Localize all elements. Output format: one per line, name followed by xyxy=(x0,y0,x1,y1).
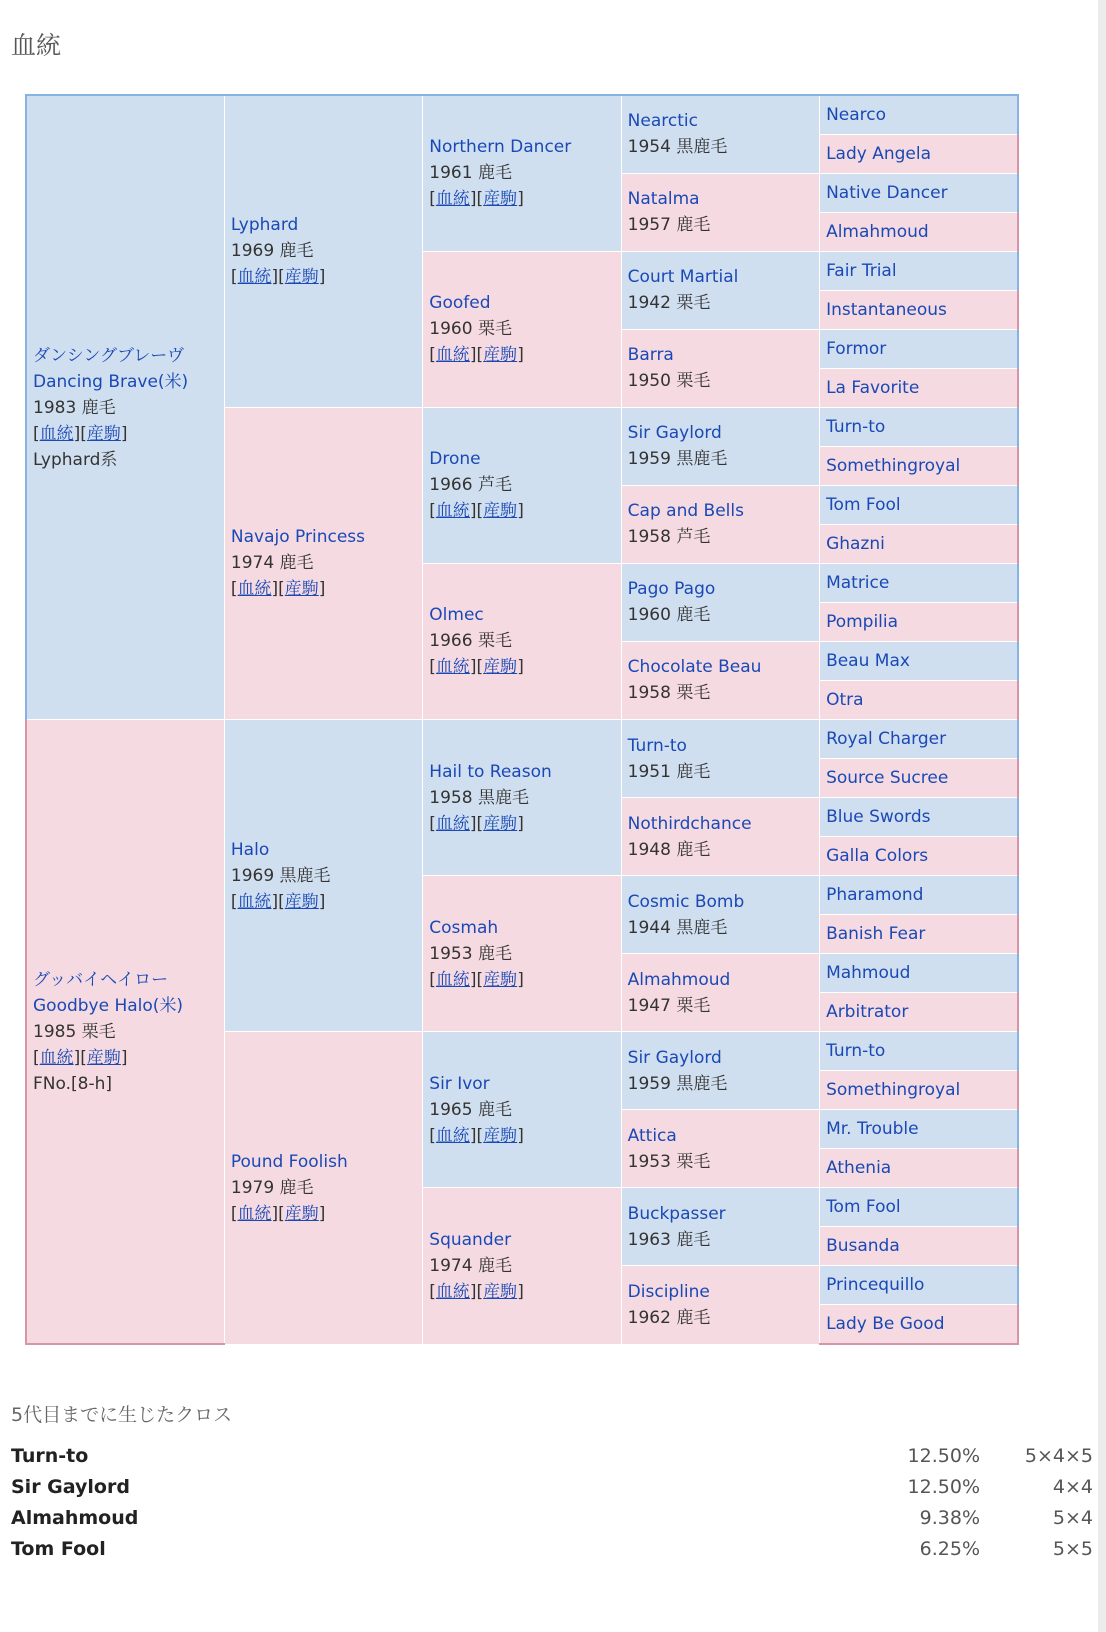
horse-name-link[interactable]: Turn-to xyxy=(826,416,886,437)
horse-name-link[interactable]: Instantaneous xyxy=(826,299,947,320)
horse-name-link[interactable]: Barra xyxy=(627,345,674,366)
offspring-link[interactable]: 産駒 xyxy=(483,345,518,366)
horse-name-link[interactable]: Galla Colors xyxy=(826,846,929,867)
horse-name-link[interactable]: Cosmah xyxy=(429,917,499,938)
ancestor-cell-gen5 xyxy=(820,680,1018,719)
offspring-link[interactable]: 産駒 xyxy=(483,501,518,522)
horse-name-link[interactable]: Nearctic xyxy=(627,111,698,132)
pedigree-link[interactable]: 血統 xyxy=(237,891,272,912)
birth-year-color: 1959 黒鹿毛 xyxy=(627,449,728,470)
ancestor-cell-gen4 xyxy=(621,954,819,1032)
birth-year-color: 1969 鹿毛 xyxy=(230,241,314,262)
ancestor-cell-gen5 xyxy=(820,720,1018,759)
ancestor-cell-gen2 xyxy=(224,720,422,1032)
offspring-link[interactable]: 産駒 xyxy=(483,813,518,834)
birth-year-color: 1953 栗毛 xyxy=(627,1151,711,1172)
pedigree-link[interactable]: 血統 xyxy=(435,657,470,678)
ancestor-cell-gen3 xyxy=(423,1032,621,1188)
ancestor-cell-gen5 xyxy=(820,173,1018,212)
ancestor-cell-gen5 xyxy=(820,95,1018,134)
ancestor-cell-gen2 xyxy=(224,95,422,407)
cross-horse-name: Sir Gaylord xyxy=(11,1476,130,1498)
offspring-link[interactable]: 産駒 xyxy=(284,891,319,912)
horse-name-link[interactable]: Nothirdchance xyxy=(627,813,752,834)
cross-generations: 5×4 xyxy=(1052,1507,1093,1529)
birth-year-color: 1953 鹿毛 xyxy=(429,943,512,964)
cross-row xyxy=(11,1472,1093,1503)
offspring-link[interactable]: 産駒 xyxy=(483,189,518,210)
cross-row xyxy=(11,1503,1093,1534)
birth-year-color: 1957 鹿毛 xyxy=(627,215,711,236)
horse-name-link[interactable]: Fair Trial xyxy=(826,260,897,281)
ancestor-cell-gen5 xyxy=(820,1032,1018,1071)
horse-name-link[interactable]: Somethingroyal xyxy=(826,1080,961,1101)
horse-name-link[interactable]: グッバイヘイロー xyxy=(33,969,169,990)
ancestor-cell-gen5 xyxy=(820,602,1018,641)
ancestor-cell-gen2 xyxy=(224,407,422,719)
birth-year-color: 1961 鹿毛 xyxy=(429,163,512,184)
birth-year-color: 1954 黒鹿毛 xyxy=(627,137,728,158)
ancestor-cell-gen5 xyxy=(820,446,1018,485)
cross-generations: 5×5 xyxy=(1052,1538,1093,1560)
horse-name-link[interactable]: Turn-to xyxy=(627,735,687,756)
birth-year-color: 1965 鹿毛 xyxy=(429,1099,512,1120)
pedigree-link[interactable]: 血統 xyxy=(435,189,470,210)
ancestor-cell-gen4 xyxy=(621,1188,819,1266)
horse-name-link[interactable]: ダンシングブレーヴ xyxy=(33,345,185,366)
horse-name-link[interactable]: Pound Foolish xyxy=(230,1151,348,1172)
birth-year-color: 1969 黒鹿毛 xyxy=(230,865,331,886)
offspring-link[interactable]: 産駒 xyxy=(284,1203,319,1224)
horse-name-link[interactable]: Tom Fool xyxy=(826,494,901,515)
ancestor-cell-gen5 xyxy=(820,368,1018,407)
horse-name-link[interactable]: Sir Gaylord xyxy=(627,1047,722,1068)
horse-name-link[interactable]: Attica xyxy=(627,1125,677,1146)
pedigree-link[interactable]: 血統 xyxy=(435,813,470,834)
cross-percentage: 12.50% xyxy=(907,1445,980,1467)
birth-year-color: 1962 鹿毛 xyxy=(627,1307,711,1328)
cross-row xyxy=(11,1441,1093,1472)
lineage-note: Lyphard系 xyxy=(33,449,118,470)
pedigree-links: [血統][産駒] xyxy=(230,579,326,600)
ancestor-cell-gen5 xyxy=(820,134,1018,173)
ancestor-cell-gen5 xyxy=(820,993,1018,1032)
ancestor-cell-gen4 xyxy=(621,1032,819,1110)
horse-name-link[interactable]: Ghazni xyxy=(826,533,885,554)
horse-name-link[interactable]: Princequillo xyxy=(826,1275,925,1296)
ancestor-cell-gen5 xyxy=(820,759,1018,798)
horse-name-link[interactable]: Turn-to xyxy=(826,1041,886,1062)
horse-name-link[interactable]: Mahmoud xyxy=(826,963,911,984)
horse-name-link[interactable]: Olmec xyxy=(429,605,484,626)
ancestor-cell-gen4 xyxy=(621,173,819,251)
ancestor-cell-gen3 xyxy=(423,876,621,1032)
ancestor-cell-gen4 xyxy=(621,251,819,329)
ancestor-cell-gen5 xyxy=(820,1110,1018,1149)
cross-list xyxy=(11,1441,1093,1565)
pedigree-links: [血統][産駒] xyxy=(429,1281,524,1302)
horse-name-link[interactable]: Almahmoud xyxy=(826,221,929,242)
ancestor-cell-gen5 xyxy=(820,251,1018,290)
ancestor-cell-gen5 xyxy=(820,1227,1018,1266)
horse-name-link[interactable]: Halo xyxy=(230,839,270,860)
birth-year-color: 1974 鹿毛 xyxy=(230,553,314,574)
ancestor-cell-gen4 xyxy=(621,329,819,407)
pedigree-links: [血統][産駒] xyxy=(230,891,326,912)
ancestor-cell-gen3 xyxy=(423,563,621,719)
pedigree-link[interactable]: 血統 xyxy=(237,267,272,288)
cross-percentage: 6.25% xyxy=(919,1538,980,1560)
offspring-link[interactable]: 産駒 xyxy=(284,267,319,288)
pedigree-links: [血統][産駒] xyxy=(429,345,524,366)
ancestor-cell-gen4 xyxy=(621,407,819,485)
ancestor-cell-gen4 xyxy=(621,95,819,173)
pedigree-links: [血統][産駒] xyxy=(429,657,524,678)
horse-name-link[interactable]: Court Martial xyxy=(627,267,739,288)
ancestor-cell-gen5 xyxy=(820,563,1018,602)
ancestor-cell-gen5 xyxy=(820,1266,1018,1305)
birth-year-color: 1947 栗毛 xyxy=(627,995,711,1016)
pedigree-row xyxy=(26,95,1018,134)
pedigree-row xyxy=(26,720,1018,759)
horse-name-link[interactable]: Hail to Reason xyxy=(429,761,552,782)
horse-name-link[interactable]: Royal Charger xyxy=(826,729,947,750)
ancestor-cell-gen4 xyxy=(621,798,819,876)
ancestor-cell-gen5 xyxy=(820,485,1018,524)
horse-name-link[interactable]: Pharamond xyxy=(826,885,924,906)
birth-year-color: 1960 鹿毛 xyxy=(627,605,711,626)
birth-year-color: 1966 芦毛 xyxy=(429,475,512,496)
ancestor-cell-gen5 xyxy=(820,329,1018,368)
horse-name-link[interactable]: Northern Dancer xyxy=(429,137,572,158)
page-title: 血統 xyxy=(11,31,62,60)
offspring-link[interactable]: 産駒 xyxy=(86,1047,121,1068)
pedigree-table xyxy=(25,94,1019,1345)
cross-horse-name: Tom Fool xyxy=(11,1538,106,1560)
pedigree-link[interactable]: 血統 xyxy=(237,1203,272,1224)
horse-name-link[interactable]: La Favorite xyxy=(826,377,920,398)
ancestor-cell-gen5 xyxy=(820,837,1018,876)
horse-alt-name-link[interactable]: Goodbye Halo(米) xyxy=(33,995,184,1016)
horse-name-link[interactable]: Athenia xyxy=(826,1158,892,1179)
pedigree-links: [血統][産駒] xyxy=(429,189,524,210)
birth-year-color: 1958 黒鹿毛 xyxy=(429,787,529,808)
ancestor-cell-gen4 xyxy=(621,876,819,954)
horse-name-link[interactable]: Native Dancer xyxy=(826,182,948,203)
ancestor-cell-gen5 xyxy=(820,1149,1018,1188)
horse-alt-name-link[interactable]: Dancing Brave(米) xyxy=(33,371,189,392)
birth-year-color: 1959 黒鹿毛 xyxy=(627,1073,728,1094)
ancestor-cell-gen5 xyxy=(820,798,1018,837)
pedigree-links: [血統][産駒] xyxy=(230,1203,326,1224)
ancestor-cell-gen4 xyxy=(621,485,819,563)
horse-name-link[interactable]: Cap and Bells xyxy=(627,501,744,522)
pedigree-link[interactable]: 血統 xyxy=(39,423,74,444)
cross-percentage: 12.50% xyxy=(907,1476,980,1498)
horse-name-link[interactable]: Somethingroyal xyxy=(826,455,961,476)
pedigree-links: [血統][産駒] xyxy=(33,1047,128,1068)
ancestor-cell-gen1 xyxy=(26,95,224,720)
horse-name-link[interactable]: Sir Ivor xyxy=(429,1073,490,1094)
horse-name-link[interactable]: Lady Be Good xyxy=(826,1314,945,1335)
ancestor-cell-gen5 xyxy=(820,290,1018,329)
offspring-link[interactable]: 産駒 xyxy=(483,969,518,990)
birth-year-color: 1963 鹿毛 xyxy=(627,1229,711,1250)
ancestor-cell-gen3 xyxy=(423,1188,621,1344)
ancestor-cell-gen3 xyxy=(423,95,621,251)
ancestor-cell-gen3 xyxy=(423,720,621,876)
horse-name-link[interactable]: Mr. Trouble xyxy=(826,1119,919,1140)
offspring-link[interactable]: 産駒 xyxy=(86,423,121,444)
horse-name-link[interactable]: Matrice xyxy=(826,572,890,593)
ancestor-cell-gen4 xyxy=(621,720,819,798)
cross-generations: 4×4 xyxy=(1052,1476,1093,1498)
ancestor-cell-gen3 xyxy=(423,407,621,563)
pedigree-links: [血統][産駒] xyxy=(429,813,524,834)
birth-year-color: 1958 芦毛 xyxy=(627,527,711,548)
ancestor-cell-gen4 xyxy=(621,1110,819,1188)
pedigree-link[interactable]: 血統 xyxy=(435,1281,470,1302)
horse-name-link[interactable]: Beau Max xyxy=(826,650,910,671)
horse-name-link[interactable]: Banish Fear xyxy=(826,924,926,945)
horse-name-link[interactable]: Pompilia xyxy=(826,611,899,632)
cross-percentage: 9.38% xyxy=(919,1507,980,1529)
birth-year-color: 1983 鹿毛 xyxy=(33,397,116,418)
pedigree-link[interactable]: 血統 xyxy=(435,1125,470,1146)
ancestor-cell-gen4 xyxy=(621,641,819,719)
horse-name-link[interactable]: Arbitrator xyxy=(826,1002,909,1023)
ancestor-cell-gen5 xyxy=(820,915,1018,954)
cross-generations: 5×4×5 xyxy=(1024,1445,1093,1467)
pedigree-links: [血統][産駒] xyxy=(429,501,524,522)
horse-name-link[interactable]: Nearco xyxy=(826,104,887,125)
ancestor-cell-gen5 xyxy=(820,641,1018,680)
horse-name-link[interactable]: Drone xyxy=(429,449,481,470)
birth-year-color: 1966 栗毛 xyxy=(429,631,512,652)
ancestor-cell-gen5 xyxy=(820,954,1018,993)
ancestor-cell-gen4 xyxy=(621,1266,819,1344)
pedigree-link[interactable]: 血統 xyxy=(435,969,470,990)
horse-name-link[interactable]: Pago Pago xyxy=(627,579,716,600)
horse-name-link[interactable]: Goofed xyxy=(429,293,491,314)
horse-name-link[interactable]: Sir Gaylord xyxy=(627,423,722,444)
birth-year-color: 1960 栗毛 xyxy=(429,319,512,340)
cross-horse-name: Almahmoud xyxy=(11,1507,139,1529)
birth-year-color: 1948 鹿毛 xyxy=(627,839,711,860)
ancestor-cell-gen4 xyxy=(621,563,819,641)
horse-name-link[interactable]: Lyphard xyxy=(230,215,299,236)
ancestor-cell-gen5 xyxy=(820,1188,1018,1227)
ancestor-cell-gen5 xyxy=(820,524,1018,563)
pedigree-link[interactable]: 血統 xyxy=(435,345,470,366)
birth-year-color: 1974 鹿毛 xyxy=(429,1255,512,1276)
pedigree-link[interactable]: 血統 xyxy=(237,579,272,600)
cross-section-title: 5代目までに生じたクロス xyxy=(11,1404,233,1426)
birth-year-color: 1985 栗毛 xyxy=(33,1021,116,1042)
horse-name-link[interactable]: Busanda xyxy=(826,1236,900,1257)
pedigree-link[interactable]: 血統 xyxy=(39,1047,74,1068)
horse-name-link[interactable]: Discipline xyxy=(627,1281,710,1302)
birth-year-color: 1942 栗毛 xyxy=(627,293,711,314)
ancestor-cell-gen1 xyxy=(26,720,224,1345)
horse-name-link[interactable]: Blue Swords xyxy=(826,807,931,828)
lineage-note: FNo.[8-h] xyxy=(33,1073,112,1094)
offspring-link[interactable]: 産駒 xyxy=(483,1281,518,1302)
ancestor-cell-gen5 xyxy=(820,876,1018,915)
horse-name-link[interactable]: Tom Fool xyxy=(826,1197,901,1218)
birth-year-color: 1951 鹿毛 xyxy=(627,761,711,782)
birth-year-color: 1944 黒鹿毛 xyxy=(627,917,728,938)
cross-row xyxy=(11,1534,1093,1565)
horse-name-link[interactable]: Lady Angela xyxy=(826,143,932,164)
horse-name-link[interactable]: Chocolate Beau xyxy=(627,657,762,678)
ancestor-cell-gen5 xyxy=(820,212,1018,251)
offspring-link[interactable]: 産駒 xyxy=(483,657,518,678)
horse-name-link[interactable]: Squander xyxy=(429,1229,512,1250)
ancestor-cell-gen3 xyxy=(423,251,621,407)
horse-name-link[interactable]: Otra xyxy=(826,689,864,710)
ancestor-cell-gen5 xyxy=(820,407,1018,446)
page-scrollbar[interactable] xyxy=(1098,0,1106,1632)
birth-year-color: 1958 栗毛 xyxy=(627,683,711,704)
horse-name-link[interactable]: Almahmoud xyxy=(627,969,731,990)
birth-year-color: 1979 鹿毛 xyxy=(230,1177,314,1198)
horse-name-link[interactable]: Cosmic Bomb xyxy=(627,891,745,912)
horse-name-link[interactable]: Formor xyxy=(826,338,887,359)
offspring-link[interactable]: 産駒 xyxy=(483,1125,518,1146)
horse-name-link[interactable]: Source Sucree xyxy=(826,768,949,789)
birth-year-color: 1950 栗毛 xyxy=(627,371,711,392)
horse-name-link[interactable]: Natalma xyxy=(627,189,700,210)
pedigree-links: [血統][産駒] xyxy=(429,969,524,990)
ancestor-cell-gen5 xyxy=(820,1305,1018,1344)
ancestor-cell-gen5 xyxy=(820,1071,1018,1110)
pedigree-links: [血統][産駒] xyxy=(429,1125,524,1146)
ancestor-cell-gen2 xyxy=(224,1032,422,1344)
pedigree-links: [血統][産駒] xyxy=(33,423,128,444)
horse-name-link[interactable]: Buckpasser xyxy=(627,1203,726,1224)
offspring-link[interactable]: 産駒 xyxy=(284,579,319,600)
pedigree-links: [血統][産駒] xyxy=(230,267,326,288)
pedigree-link[interactable]: 血統 xyxy=(435,501,470,522)
horse-name-link[interactable]: Navajo Princess xyxy=(230,527,365,548)
cross-horse-name: Turn-to xyxy=(11,1445,89,1467)
